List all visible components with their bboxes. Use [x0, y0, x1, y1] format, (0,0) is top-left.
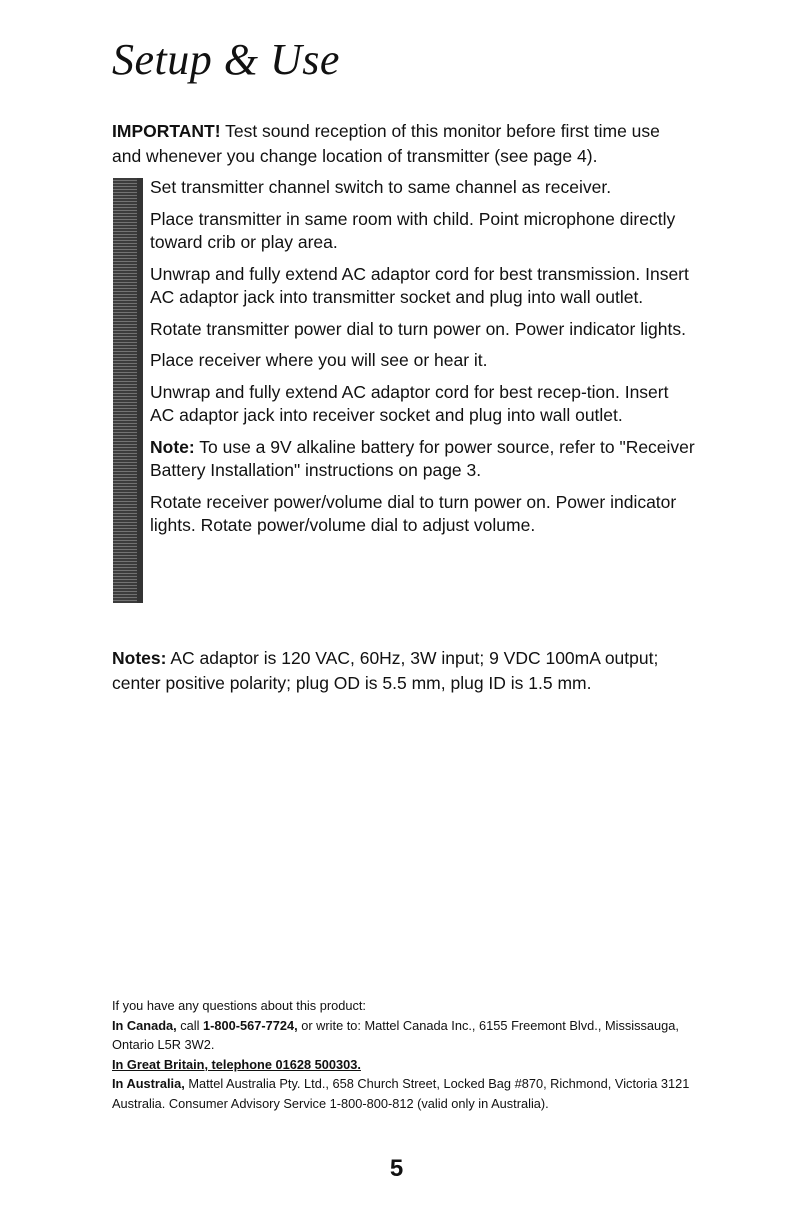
step-marker-bar: [113, 178, 143, 603]
page-title: Setup & Use: [112, 35, 340, 84]
notes-text: AC adaptor is 120 VAC, 60Hz, 3W input; 9 VDC 100mA output; center positive polarity; plug OD is 5.5 mm, plug ID is 1.5 mm.: [112, 648, 659, 693]
step-6: Unwrap and fully extend AC adaptor cord for best recep-tion. Insert AC adaptor jack into receiver socket and plug into wall outlet.: [150, 381, 669, 425]
canada-call: call: [176, 1017, 204, 1033]
battery-note-text: To use a 9V alkaline battery for power source, refer to "Receiver Battery Installation" instructions on page 3.: [150, 436, 695, 480]
canada-phone: 1-800-567-7724,: [203, 1017, 298, 1033]
step-7: Rotate receiver power/volume dial to turn power on. Power indicator lights. Rotate power/volume dial to adjust volume.: [150, 491, 677, 535]
step-2: Place transmitter in same room with child. Point microphone directly toward crib or play area.: [150, 208, 676, 252]
step-1: Set transmitter channel switch to same channel as receiver.: [150, 177, 612, 197]
australia-text: Mattel Australia Pty. Ltd., 658 Church Street, Locked Bag #870, Richmond, Victoria 3121 Australia. Consumer Advisory Service 1-800-800-812 (valid only in Australia).: [112, 1076, 690, 1111]
important-text: Test sound reception of this monitor before first time use and whenever you change location of transmitter (see page 4).: [112, 121, 660, 166]
australia-label: In Australia,: [112, 1076, 185, 1091]
contact-intro: If you have any questions about this product:: [112, 998, 366, 1013]
contact-canada: [112, 1016, 692, 1055]
page-number: 5: [389, 1155, 404, 1182]
important-notice: [112, 119, 692, 169]
step-4: Rotate transmitter power dial to turn power on. Power indicator lights.: [150, 318, 686, 339]
step-5: Place receiver where you will see or hear it.: [150, 350, 488, 370]
notes-label: Notes:: [112, 648, 167, 668]
contact-uk: In Great Britain, telephone 01628 500303.: [112, 1056, 361, 1072]
battery-note: [150, 436, 695, 483]
canada-text: or write to: Mattel Canada Inc., 6155 Freemont Blvd., Mississauga, Ontario L5R 3W2.: [112, 1017, 679, 1052]
important-label: IMPORTANT!: [112, 121, 221, 141]
canada-label: In Canada,: [112, 1017, 177, 1033]
setup-steps: [150, 176, 695, 546]
specs-notes: [112, 646, 692, 696]
contact-australia: [112, 1074, 692, 1113]
step-3: Unwrap and fully extend AC adaptor cord for best transmission. Insert AC adaptor jack into transmitter socket and plug into wall outlet.: [150, 263, 689, 307]
contact-info: [112, 996, 692, 1113]
battery-note-label: Note:: [150, 436, 195, 457]
